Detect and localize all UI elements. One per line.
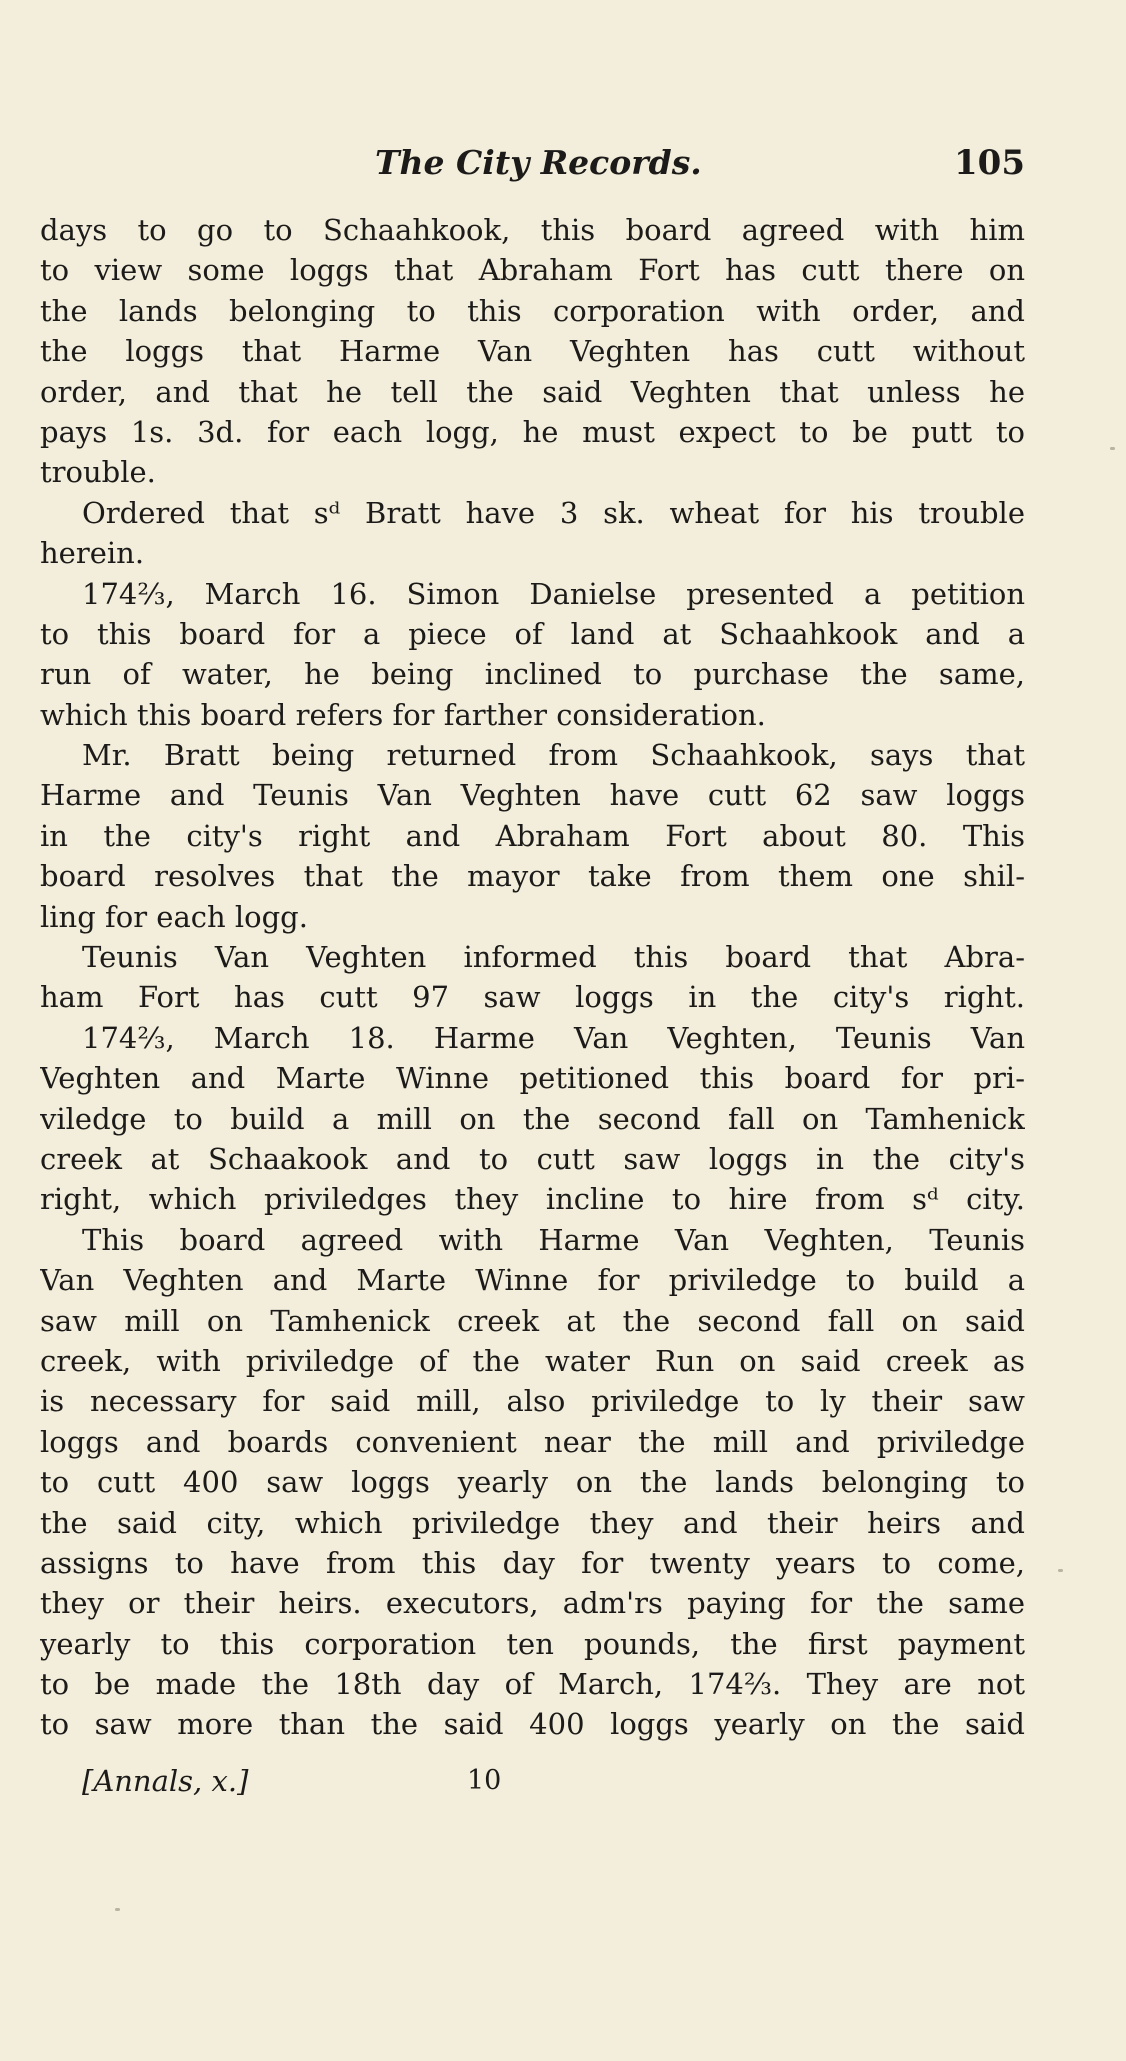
text-line: the lands belonging to this corporation with order, and [40,293,1025,328]
body-text [40,210,1025,1745]
text-line: is necessary for said mill, also priviledge to ly their saw [40,1384,1025,1419]
text-line: Veghten and Marte Winne petitioned this board for pri- [40,1061,1025,1096]
text-line: 174⅔, March 18. Harme Van Veghten, Teunis Van [82,1020,1025,1055]
text-line: herein. [40,536,145,571]
text-line: trouble. [40,455,156,490]
text-line: yearly to this corporation ten pounds, the first payment [40,1626,1025,1661]
text-line: Ordered that sᵈ Bratt have 3 sk. wheat for his trouble [82,495,1025,530]
text-line: which this board refers for farther consideration. [40,697,766,732]
text-line: pays 1s. 3d. for each logg, he must expect to be putt to [40,414,1025,449]
text-line: to saw more than the said 400 loggs yearly on the said [40,1707,1025,1742]
text-line: loggs and boards convenient near the mill and priviledge [40,1424,1025,1459]
page-footer [82,1759,502,1803]
page-header [40,140,1025,186]
speck-mark [1110,447,1115,450]
text-line: the said city, which priviledge they and their heirs and [40,1505,1025,1540]
text-line: to cutt 400 saw loggs yearly on the lands belonging to [40,1465,1025,1500]
running-title: The City Records. [375,143,702,182]
text-line: to this board for a piece of land at Schaahkook and a [40,616,1025,651]
text-line: creek, with priviledge of the water Run on said creek as [40,1343,1025,1378]
text-line: run of water, he being inclined to purchase the same, [40,657,1025,692]
page-number: 105 [954,143,1025,183]
text-line: the loggs that Harme Van Veghten has cutt without [40,334,1025,369]
speck-mark [115,1908,120,1911]
text-line: viledge to build a mill on the second fall on Tamhenick [40,1101,1025,1136]
text-line: to view some loggs that Abraham Fort has cutt there on [40,253,1025,288]
text-line: Mr. Bratt being returned from Schaahkook, says that [82,738,1025,773]
text-line: Teunis Van Veghten informed this board that Abra- [82,940,1025,975]
text-line: ling for each logg. [40,899,308,934]
text-line: to be made the 18th day of March, 174⅔. They are not [40,1667,1025,1702]
text-line: 174⅔, March 16. Simon Danielse presented a petition [82,576,1025,611]
text-line: Van Veghten and Marte Winne for priviledge to build a [40,1263,1025,1298]
signature-note: [Annals, x.] [82,1764,249,1798]
signature-mark: 10 [467,1765,502,1796]
text-line: days to go to Schaahkook, this board agreed with him [40,213,1025,247]
text-line: order, and that he tell the said Veghten that unless he [40,374,1025,409]
text-line: right, which priviledges they incline to hire from sᵈ city. [40,1182,1025,1217]
text-line: This board agreed with Harme Van Veghten, Teunis [82,1222,1025,1257]
text-line: creek at Schaakook and to cutt saw loggs in the city's [40,1141,1025,1176]
text-line: ham Fort has cutt 97 saw loggs in the city's right. [40,980,1025,1015]
text-line: they or their heirs. executors, adm'rs paying for the same [40,1586,1025,1621]
text-line: Harme and Teunis Van Veghten have cutt 62 saw loggs [40,778,1025,813]
text-line: board resolves that the mayor take from them one shil- [40,859,1025,894]
text-line: assigns to have from this day for twenty years to come, [40,1545,1025,1580]
text-line: saw mill on Tamhenick creek at the second fall on said [40,1303,1025,1338]
speck-mark [1058,1569,1063,1572]
text-line: in the city's right and Abraham Fort about 80. This [40,818,1025,853]
